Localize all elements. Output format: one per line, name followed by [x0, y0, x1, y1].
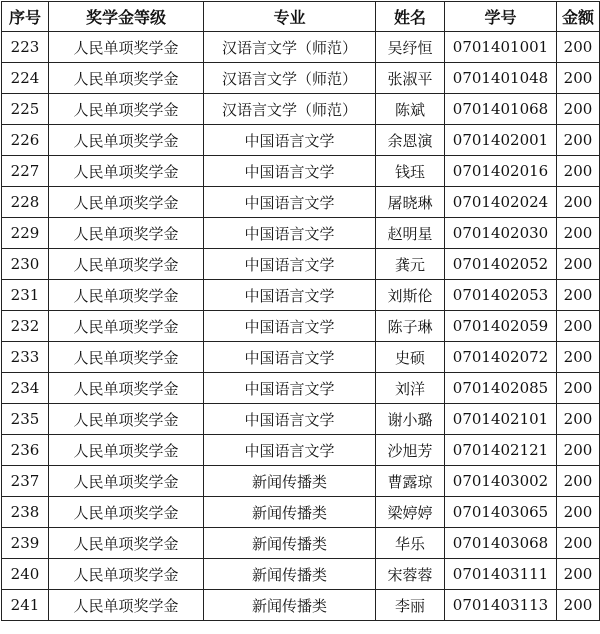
table-row	[2, 497, 600, 528]
cell-amount: 200	[557, 63, 600, 94]
table-row	[2, 404, 600, 435]
cell-name: 刘斯伦	[376, 280, 445, 311]
table-row	[2, 249, 600, 280]
cell-student-id: 0701401048	[445, 63, 557, 94]
cell-amount: 200	[557, 94, 600, 125]
cell-student-id: 0701402016	[445, 156, 557, 187]
cell-seq: 231	[2, 280, 49, 311]
cell-major: 新闻传播类	[204, 528, 376, 559]
cell-student-id: 0701402030	[445, 218, 557, 249]
table-header	[2, 2, 600, 32]
cell-major: 新闻传播类	[204, 559, 376, 590]
cell-seq: 225	[2, 94, 49, 125]
cell-student-id: 0701403002	[445, 466, 557, 497]
cell-scholarship-level: 人民单项奖学金	[49, 249, 204, 280]
cell-student-id: 0701402121	[445, 435, 557, 466]
cell-name: 史硕	[376, 342, 445, 373]
table-row	[2, 94, 600, 125]
table-row	[2, 32, 600, 63]
cell-major: 新闻传播类	[204, 466, 376, 497]
cell-scholarship-level: 人民单项奖学金	[49, 63, 204, 94]
table-row	[2, 559, 600, 590]
cell-scholarship-level: 人民单项奖学金	[49, 404, 204, 435]
cell-amount: 200	[557, 311, 600, 342]
cell-seq: 234	[2, 373, 49, 404]
cell-student-id: 0701402072	[445, 342, 557, 373]
table-row	[2, 63, 600, 94]
cell-seq: 223	[2, 32, 49, 63]
cell-scholarship-level: 人民单项奖学金	[49, 311, 204, 342]
cell-name: 钱珏	[376, 156, 445, 187]
table-row	[2, 156, 600, 187]
cell-scholarship-level: 人民单项奖学金	[49, 528, 204, 559]
cell-name: 刘洋	[376, 373, 445, 404]
cell-major: 中国语言文学	[204, 373, 376, 404]
cell-major: 中国语言文学	[204, 218, 376, 249]
cell-student-id: 0701403068	[445, 528, 557, 559]
header-amount: 金额	[557, 2, 600, 32]
table-row	[2, 187, 600, 218]
cell-seq: 228	[2, 187, 49, 218]
cell-scholarship-level: 人民单项奖学金	[49, 435, 204, 466]
cell-amount: 200	[557, 373, 600, 404]
cell-name: 宋蓉蓉	[376, 559, 445, 590]
cell-major: 中国语言文学	[204, 187, 376, 218]
cell-major: 中国语言文学	[204, 280, 376, 311]
cell-scholarship-level: 人民单项奖学金	[49, 218, 204, 249]
cell-seq: 241	[2, 590, 49, 621]
cell-major: 中国语言文学	[204, 435, 376, 466]
header-row	[2, 2, 600, 32]
cell-seq: 227	[2, 156, 49, 187]
cell-name: 陈斌	[376, 94, 445, 125]
table-row	[2, 373, 600, 404]
cell-student-id: 0701402024	[445, 187, 557, 218]
cell-name: 屠晓琳	[376, 187, 445, 218]
cell-major: 汉语言文学（师范）	[204, 32, 376, 63]
cell-amount: 200	[557, 32, 600, 63]
cell-seq: 229	[2, 218, 49, 249]
cell-scholarship-level: 人民单项奖学金	[49, 32, 204, 63]
cell-seq: 230	[2, 249, 49, 280]
table-row	[2, 342, 600, 373]
cell-seq: 232	[2, 311, 49, 342]
cell-major: 新闻传播类	[204, 590, 376, 621]
cell-major: 中国语言文学	[204, 249, 376, 280]
cell-major: 汉语言文学（师范）	[204, 94, 376, 125]
cell-amount: 200	[557, 404, 600, 435]
header-major: 专业	[204, 2, 376, 32]
cell-student-id: 0701403065	[445, 497, 557, 528]
cell-major: 中国语言文学	[204, 342, 376, 373]
table-row	[2, 528, 600, 559]
cell-name: 谢小璐	[376, 404, 445, 435]
cell-scholarship-level: 人民单项奖学金	[49, 466, 204, 497]
cell-scholarship-level: 人民单项奖学金	[49, 156, 204, 187]
cell-seq: 224	[2, 63, 49, 94]
cell-amount: 200	[557, 156, 600, 187]
cell-scholarship-level: 人民单项奖学金	[49, 125, 204, 156]
cell-name: 张淑平	[376, 63, 445, 94]
cell-major: 中国语言文学	[204, 156, 376, 187]
cell-major: 中国语言文学	[204, 404, 376, 435]
table-row	[2, 125, 600, 156]
header-seq: 序号	[2, 2, 49, 32]
table-row	[2, 280, 600, 311]
scholarship-table	[1, 1, 600, 621]
cell-scholarship-level: 人民单项奖学金	[49, 94, 204, 125]
cell-seq: 233	[2, 342, 49, 373]
cell-student-id: 0701402085	[445, 373, 557, 404]
cell-amount: 200	[557, 435, 600, 466]
cell-student-id: 0701402053	[445, 280, 557, 311]
cell-name: 赵明星	[376, 218, 445, 249]
cell-scholarship-level: 人民单项奖学金	[49, 187, 204, 218]
table-row	[2, 311, 600, 342]
table-row	[2, 218, 600, 249]
cell-scholarship-level: 人民单项奖学金	[49, 373, 204, 404]
cell-name: 李丽	[376, 590, 445, 621]
cell-student-id: 0701401068	[445, 94, 557, 125]
cell-amount: 200	[557, 466, 600, 497]
cell-student-id: 0701402059	[445, 311, 557, 342]
cell-scholarship-level: 人民单项奖学金	[49, 280, 204, 311]
cell-scholarship-level: 人民单项奖学金	[49, 342, 204, 373]
cell-seq: 239	[2, 528, 49, 559]
table-row	[2, 590, 600, 621]
cell-seq: 238	[2, 497, 49, 528]
table-body	[2, 32, 600, 621]
cell-student-id: 0701403111	[445, 559, 557, 590]
cell-name: 吴纾恒	[376, 32, 445, 63]
cell-scholarship-level: 人民单项奖学金	[49, 497, 204, 528]
cell-name: 龚元	[376, 249, 445, 280]
cell-amount: 200	[557, 528, 600, 559]
cell-student-id: 0701402001	[445, 125, 557, 156]
cell-name: 余恩演	[376, 125, 445, 156]
cell-seq: 226	[2, 125, 49, 156]
cell-amount: 200	[557, 125, 600, 156]
cell-amount: 200	[557, 590, 600, 621]
cell-seq: 236	[2, 435, 49, 466]
cell-name: 梁婷婷	[376, 497, 445, 528]
cell-scholarship-level: 人民单项奖学金	[49, 559, 204, 590]
cell-student-id: 0701402101	[445, 404, 557, 435]
cell-major: 中国语言文学	[204, 125, 376, 156]
cell-major: 中国语言文学	[204, 311, 376, 342]
table-row	[2, 435, 600, 466]
cell-name: 曹露琼	[376, 466, 445, 497]
cell-amount: 200	[557, 342, 600, 373]
cell-amount: 200	[557, 218, 600, 249]
cell-amount: 200	[557, 559, 600, 590]
cell-name: 华乐	[376, 528, 445, 559]
cell-amount: 200	[557, 497, 600, 528]
cell-scholarship-level: 人民单项奖学金	[49, 590, 204, 621]
header-name: 姓名	[376, 2, 445, 32]
cell-major: 新闻传播类	[204, 497, 376, 528]
cell-name: 沙旭芳	[376, 435, 445, 466]
cell-name: 陈子琳	[376, 311, 445, 342]
cell-seq: 237	[2, 466, 49, 497]
table-row	[2, 466, 600, 497]
cell-seq: 235	[2, 404, 49, 435]
cell-seq: 240	[2, 559, 49, 590]
cell-major: 汉语言文学（师范）	[204, 63, 376, 94]
cell-student-id: 0701401001	[445, 32, 557, 63]
cell-amount: 200	[557, 187, 600, 218]
cell-student-id: 0701402052	[445, 249, 557, 280]
cell-amount: 200	[557, 249, 600, 280]
cell-amount: 200	[557, 280, 600, 311]
header-student-id: 学号	[445, 2, 557, 32]
cell-student-id: 0701403113	[445, 590, 557, 621]
header-scholarship-level: 奖学金等级	[49, 2, 204, 32]
